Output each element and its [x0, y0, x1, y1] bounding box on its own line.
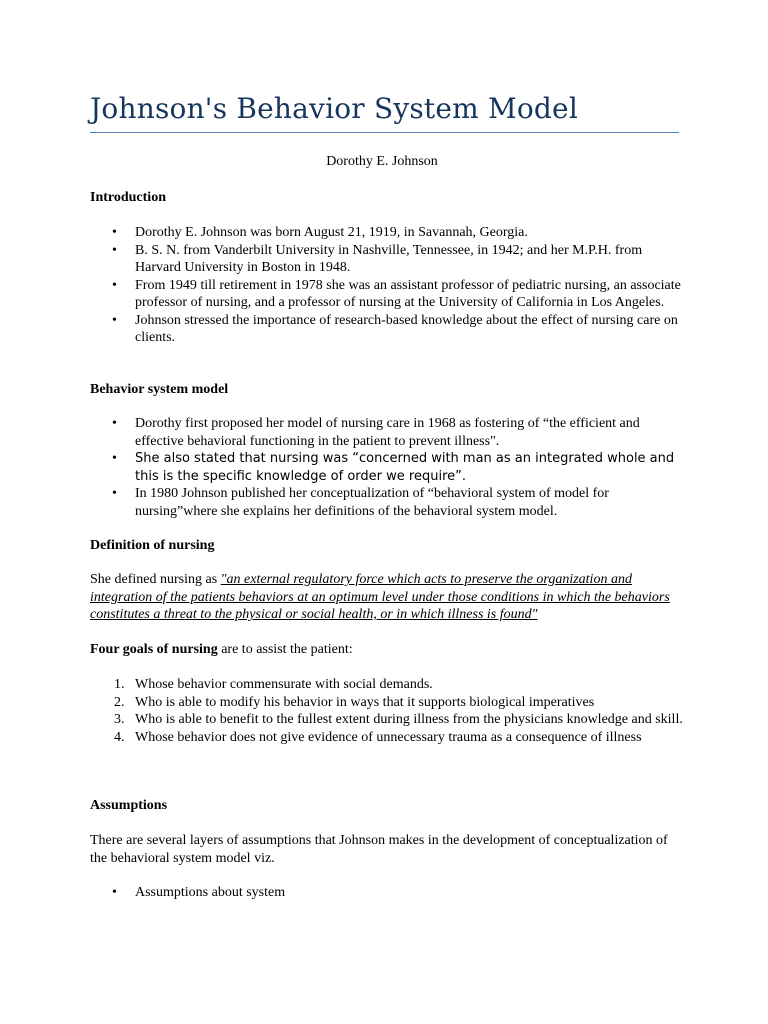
list-item-text: B. S. N. from Vanderbilt University in Nashville, Tennessee, in 1942; and her M.P.H. from Harvard University in Boston in 1948.: [135, 242, 643, 275]
definition-of-nursing-heading: Definition of nursing: [90, 538, 215, 553]
author-line: Dorothy E. Johnson: [326, 154, 438, 169]
assumptions-heading: Assumptions: [90, 798, 168, 813]
list-item-text: Whose behavior commensurate with social demands.: [135, 677, 433, 692]
list-item-text: Who is able to modify his behavior in ways that it supports biological imperatives: [135, 694, 595, 710]
bullet-icon: •: [112, 885, 117, 900]
list-item: [90, 694, 684, 712]
list-item: [90, 415, 684, 450]
list-item: [90, 729, 684, 747]
definition-paragraph: [90, 571, 684, 624]
bullet-icon: •: [112, 225, 117, 240]
behavior-system-model-list: [90, 415, 684, 520]
four-goals-list: [90, 676, 684, 746]
list-item: [90, 224, 684, 242]
list-item-text: Dorothy E. Johnson was born August 21, 1919, in Savannah, Georgia.: [135, 225, 528, 240]
definition-lead: She defined nursing as: [90, 572, 221, 587]
list-item-text: In 1980 Johnson published her conceptualization of “behavioral system of model for nursing”where she explains her definitions of the behavioral system model.: [135, 486, 609, 519]
list-item: [90, 711, 684, 729]
list-item-text: Johnson stressed the importance of research-based knowledge about the effect of nursing care on clients.: [135, 312, 678, 345]
bullet-icon: •: [112, 451, 117, 466]
list-item: [90, 312, 684, 347]
list-number: 1.: [114, 677, 125, 692]
list-item: [90, 485, 684, 520]
list-number: 3.: [114, 712, 125, 727]
bullet-icon: •: [112, 416, 117, 431]
list-number: 4.: [114, 729, 125, 745]
list-item: [90, 884, 684, 902]
assumptions-paragraph: There are several layers of assumptions that Johnson makes in the development of conceptualization of the behavioral system model viz.: [90, 833, 668, 866]
title-underline-rule: [90, 132, 679, 133]
bullet-icon: •: [112, 277, 117, 293]
bullet-icon: •: [112, 242, 117, 258]
list-item-text: Who is able to benefit to the fullest extent during illness from the physicians knowledge and skill.: [135, 712, 683, 727]
list-item-text: Dorothy first proposed her model of nursing care in 1968 as fostering of “the efficient and effective behavioral functioning in the patient to prevent illness".: [135, 416, 640, 449]
list-number: 2.: [114, 694, 125, 710]
assumptions-list: [90, 884, 684, 902]
introduction-list: [90, 224, 684, 347]
behavior-system-model-heading: Behavior system model: [90, 382, 229, 397]
bullet-icon: •: [112, 486, 117, 501]
list-item-text: Assumptions about system: [135, 885, 286, 900]
list-item: [90, 277, 684, 312]
bullet-icon: •: [112, 312, 117, 328]
list-item: [90, 450, 684, 485]
definition-quote: "an external regulatory force which acts to preserve the organization and integration of the patients behaviors at an optimum level under those conditions in which the behaviors constitutes a threat to the physical or social health, or in which illness is found": [90, 572, 670, 622]
introduction-heading: Introduction: [90, 190, 166, 205]
list-item-text: She also stated that nursing was “concerned with man as an integrated whole and this is the specific knowledge of order we require”.: [135, 451, 675, 484]
four-goals-heading: Four goals of nursing: [90, 642, 218, 657]
four-goals-lead: are to assist the patient:: [217, 642, 353, 657]
four-goals-paragraph: [90, 641, 684, 659]
list-item-text: Whose behavior does not give evidence of unnecessary trauma as a consequence of illness: [135, 729, 642, 745]
list-item-text: From 1949 till retirement in 1978 she was an assistant professor of pediatric nursing, an associate professor of nursing, and a professor of nursing at the University of California in Los Angeles.: [135, 277, 681, 310]
list-item: [90, 676, 684, 694]
list-item: [90, 242, 684, 277]
document-title: Johnson's Behavior System Model: [90, 92, 578, 125]
